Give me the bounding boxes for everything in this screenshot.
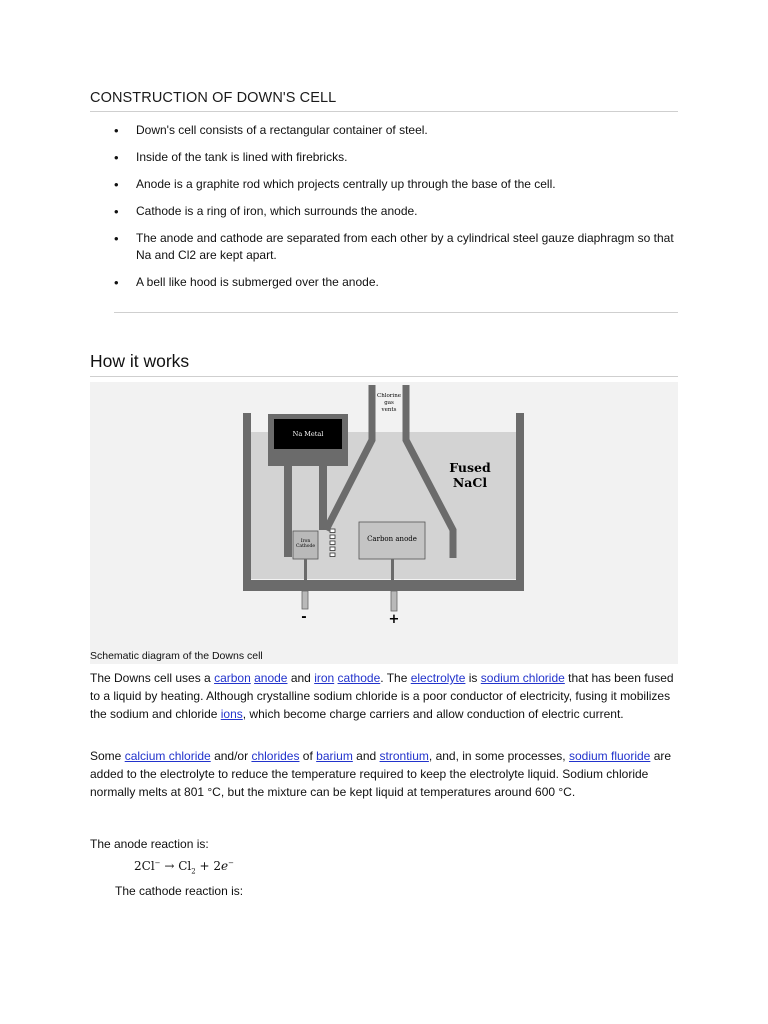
section-heading: CONSTRUCTION OF DOWN'S CELL [90, 90, 337, 106]
text: and [287, 671, 315, 685]
construction-list [114, 122, 674, 301]
minus-sign: - [301, 610, 307, 625]
list-item: • Cathode is a ring of iron, which surrounds the anode. [114, 203, 674, 220]
text: 2Cl [134, 859, 155, 873]
text: of [299, 749, 317, 763]
collector-pipe-left [284, 465, 292, 557]
cathode-terminal [302, 591, 308, 609]
paragraph-downs-cell [90, 670, 680, 723]
nacl-label: NaCl [452, 475, 488, 490]
cathode-reaction-label: The cathode reaction is: [115, 884, 244, 898]
link-chlorides[interactable]: chlorides [251, 749, 300, 763]
text: Some [90, 749, 125, 763]
text: + 2 [195, 859, 222, 873]
list-item: • The anode and cathode are separated from each other by a cylindrical steel gauze diaphragm so that Na and Cl2 are kept apart. [114, 230, 674, 264]
iron-cathode-label-2: Cathode [295, 544, 316, 549]
text: e [221, 859, 229, 873]
link-anode[interactable]: anode [254, 671, 288, 685]
chlorine-label-1: Chlorine [376, 393, 402, 399]
how-divider [90, 376, 678, 377]
text: , which become charge carriers and allow conduction of electric current. [242, 706, 624, 721]
link-sodium-fluoride[interactable]: sodium fluoride [568, 749, 651, 763]
tank-base [243, 580, 524, 591]
text: that has been fused to a liquid by heating. Although crystalline sodium chloride is a poor conductor of electricity, fusing it mobilizes the sodium and chloride [90, 671, 674, 721]
link-sodium-chloride[interactable]: sodium chloride [480, 671, 565, 685]
text: Cl [178, 859, 192, 873]
link-barium[interactable]: barium [316, 749, 353, 763]
chlorine-label-2: gas [384, 400, 394, 406]
heading-divider [90, 111, 678, 112]
text: The Downs cell uses a [90, 671, 215, 685]
tank-left-wall [243, 413, 251, 591]
link-carbon[interactable]: carbon [214, 671, 251, 685]
link-calcium-chloride[interactable]: calcium chloride [124, 749, 211, 763]
cathode-stem [304, 559, 307, 580]
list-item: • Inside of the tank is lined with firebricks. [114, 149, 674, 166]
text: and [352, 749, 380, 763]
text: − [228, 859, 235, 867]
carbon-anode-label: Carbon anode [367, 535, 417, 543]
tank-right-wall [516, 413, 524, 591]
iron-cathode-label-1: Iron [300, 539, 311, 544]
figure-caption: Schematic diagram of the Downs cell [90, 650, 263, 662]
anode-reaction-label: The anode reaction is: [90, 837, 209, 851]
link-strontium[interactable]: strontium [379, 749, 429, 763]
text: → [160, 859, 179, 873]
na-metal-label: Na Metal [292, 430, 324, 438]
fused-label: Fused [449, 460, 491, 475]
downs-cell-figure [90, 382, 678, 664]
anode-terminal [391, 591, 397, 611]
link-cathode[interactable]: cathode [337, 671, 381, 685]
list-item: • Down's cell consists of a rectangular container of steel. [114, 122, 674, 139]
anode-reaction-equation [134, 859, 234, 875]
list-divider [114, 312, 678, 313]
link-electrolyte[interactable]: electrolyte [410, 671, 466, 685]
text: , and, in some processes, [428, 749, 569, 763]
text: 2 [191, 867, 196, 876]
how-it-works-heading: How it works [90, 351, 190, 371]
text: are added to the electrolyte to reduce the temperature required to keep the electrolyte liquid. Sodium chloride normally melts at 801 °C, but the mixture can be kept liquid at temperatures around 600 °C. [90, 749, 672, 799]
link-ions[interactable]: ions [220, 706, 243, 721]
downs-cell-diagram [90, 382, 678, 644]
anode-stem [391, 559, 394, 580]
text: and/or [210, 749, 252, 763]
text: is [465, 671, 481, 685]
chlorine-label-3: vents [381, 407, 397, 413]
link-iron[interactable]: iron [314, 671, 335, 685]
text: . The [380, 671, 411, 685]
plus-sign: + [388, 612, 400, 627]
paragraph-additives [90, 748, 680, 801]
list-item: • A bell like hood is submerged over the anode. [114, 274, 674, 291]
text: − [154, 859, 161, 867]
collector-pipe-right [319, 465, 327, 530]
list-item: • Anode is a graphite rod which projects centrally up through the base of the cell. [114, 176, 674, 193]
